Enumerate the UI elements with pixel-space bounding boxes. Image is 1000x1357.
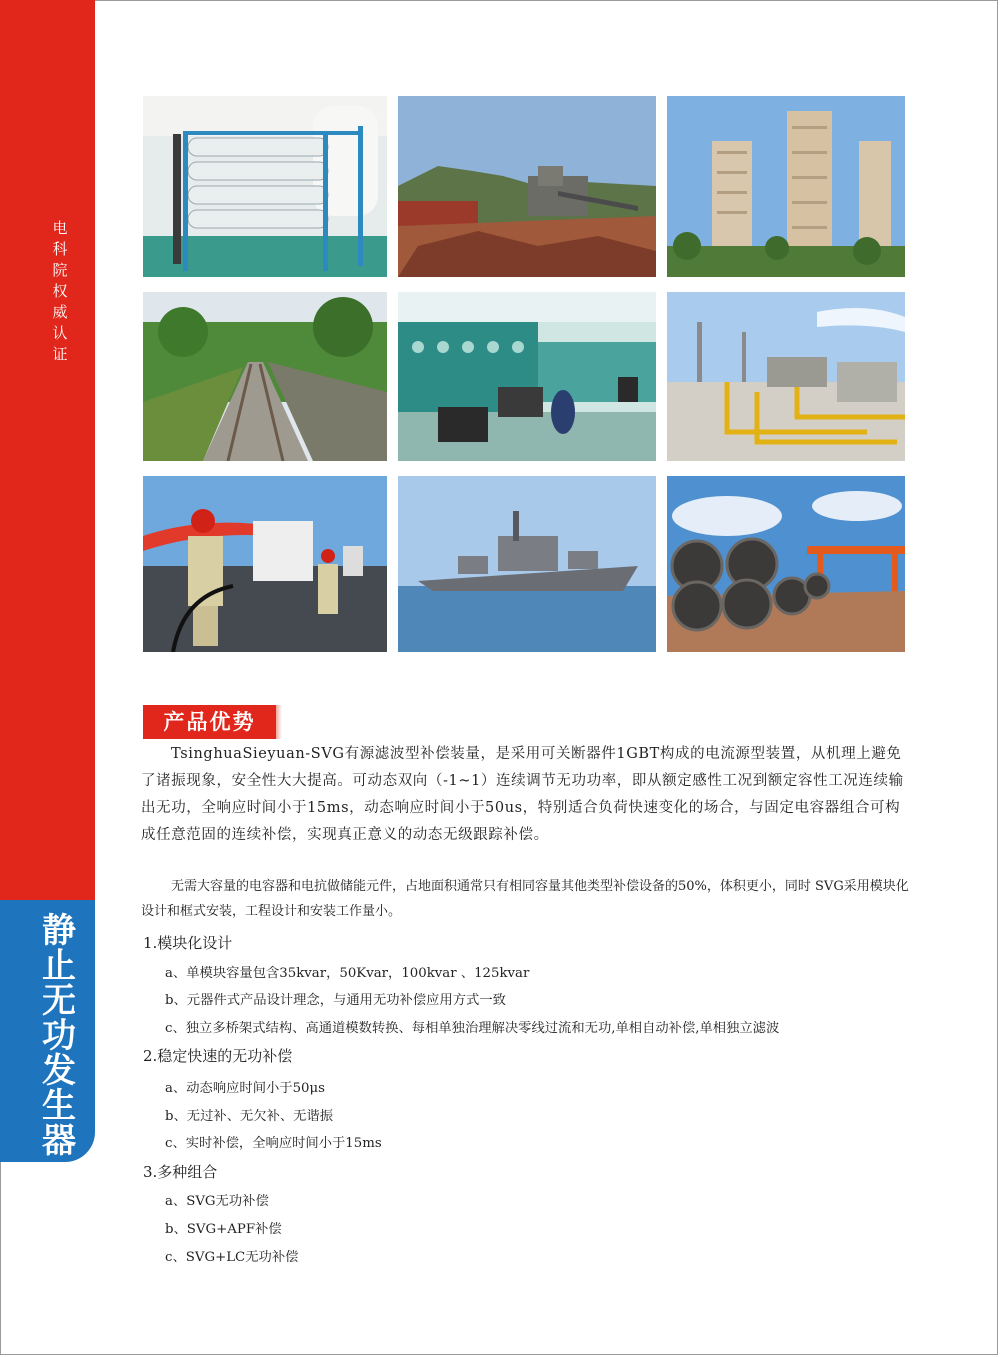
section-heading: 产品优势 <box>143 705 276 739</box>
second-paragraph: 无需大容量的电容器和电抗做储能元件，占地面积通常只有相同容量其他类型补偿设备的50%，体积更小，同时 SVG采用模块化设计和框式安装，工程设计和安装工作量小。 <box>141 879 909 919</box>
intro-paragraph: TsinghuaSieyuan-SVG有源滤波型补偿装量，是采用可关断器件1GBT构成的电流源型装置，从机理上避免了诸振现象，安全性大大提高。可动态双向（-1~1）连续调节无功功率，即从额定感性工况到额定容性工况连续输出无功，全响应时间小于15ms，动态响应时间小于50us，特别适合负荷快速变化的场合，与固定电容器组合可构成任意范固的连续补偿，实现真正意义的动态无级跟踪补偿。 <box>141 746 904 843</box>
photo-residential-towers <box>667 96 905 277</box>
feature-item: a、SVG无功补偿 <box>165 1194 269 1209</box>
photo-water-treatment <box>143 96 387 277</box>
photo-power-workers <box>143 476 387 652</box>
product-title: 静止无功发生器 <box>42 911 76 1161</box>
feature-item: c、实时补偿，全响应时间小于15ms <box>165 1136 382 1151</box>
feature-item: b、SVG+APF补偿 <box>165 1222 282 1237</box>
photo-navy-ship <box>398 476 656 652</box>
feature-title-modular: 1.模块化设计 <box>143 934 233 952</box>
photo-railway <box>143 292 387 461</box>
certification-label: 电科院权威认证 <box>52 219 68 363</box>
photo-control-room <box>398 292 656 461</box>
feature-title-stable: 2.稳定快速的无功补偿 <box>143 1047 293 1065</box>
feature-item: b、元器件式产品设计理念，与通用无功补偿应用方式一致 <box>165 993 506 1008</box>
feature-item: a、动态响应时间小于50μs <box>165 1081 325 1096</box>
feature-item: a、单模块容量包含35kvar，50Kvar，100kvar 、125kvar <box>165 966 530 981</box>
photo-petrochemical-plant <box>667 292 905 461</box>
feature-item: c、独立多桥架式结构、高通道模数转换、每相单独治理解决零线过流和无功,单相自动补偿,单相独立滤波 <box>165 1021 780 1036</box>
sidebar-red-band <box>0 0 95 1010</box>
feature-item: c、SVG+LC无功补偿 <box>165 1250 299 1265</box>
photo-steel-coils <box>667 476 905 652</box>
photo-mining-site <box>398 96 656 277</box>
feature-title-combination: 3.多种组合 <box>143 1163 218 1181</box>
feature-item: b、无过补、无欠补、无谐振 <box>165 1109 334 1124</box>
